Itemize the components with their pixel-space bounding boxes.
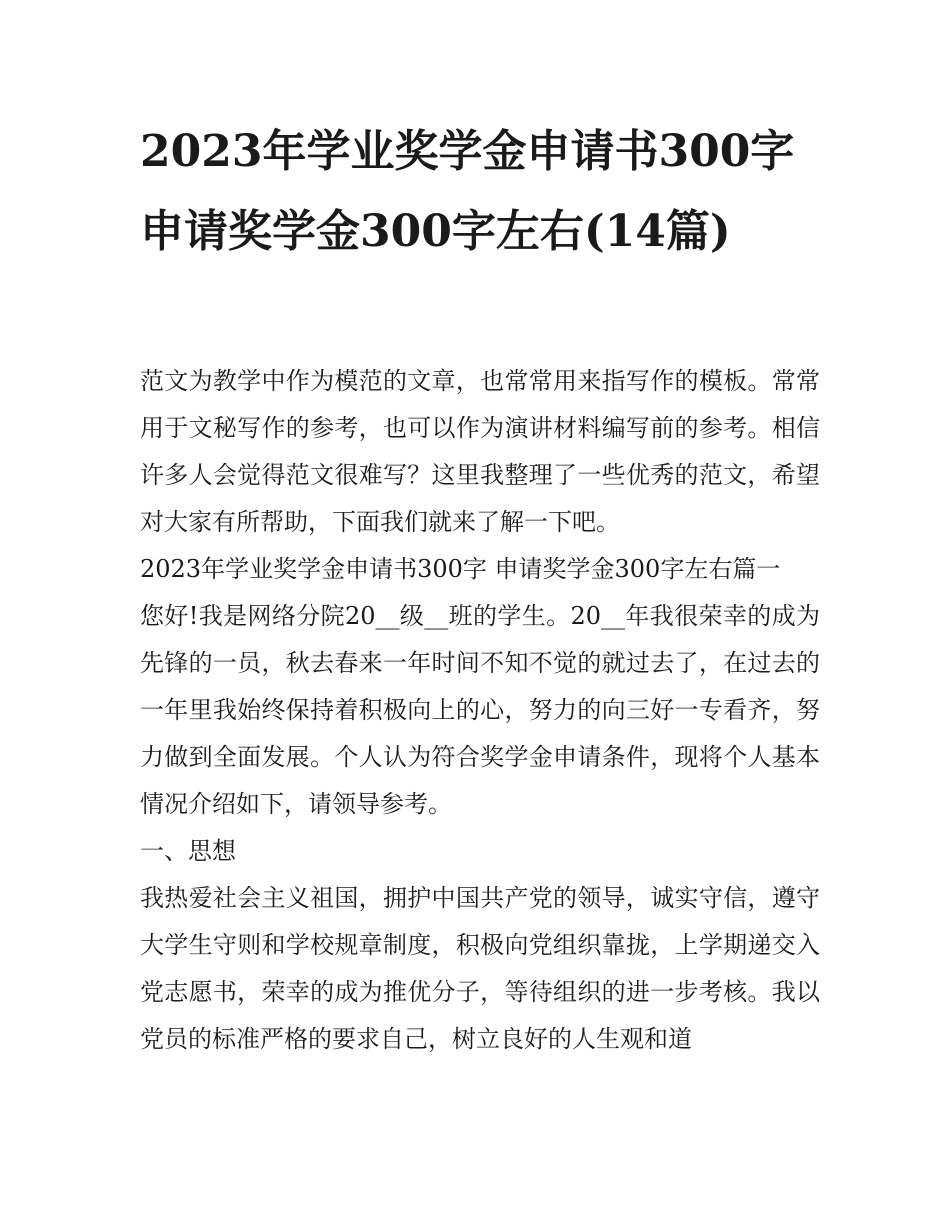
intro-paragraph: 范文为教学中作为模范的文章，也常常用来指写作的模板。常常用于文秘写作的参考，也可以作为演讲材料编写前的参考。相信许多人会觉得范文很难写？这里我整理了一些优秀的范文，希望对大家有所帮助，下面我们就来了解一下吧。 bbox=[140, 367, 820, 536]
document-body bbox=[140, 358, 820, 1063]
document-title: 2023年学业奖学金申请书300字 申请奖学金300字左右(14篇) bbox=[140, 126, 795, 257]
body-paragraph: 我热爱社会主义祖国，拥护中国共产党的领导，诚实守信，遵守大学生守则和学校规章制度，积极向党组织靠拢，上学期递交入党志愿书，荣幸的成为推优分子，等待组织的进一步考核。我以党员的标准严格的要求自己，树立良好的人生观和道 bbox=[140, 884, 820, 1053]
section-heading: 2023年学业奖学金申请书300字 申请奖学金300字左右篇一 bbox=[140, 555, 781, 583]
subsection-heading: 一、思想 bbox=[140, 837, 236, 865]
body-paragraph: 您好!我是网络分院20__级__班的学生。20__年我很荣幸的成为先锋的一员，秋去春来一年时间不知不觉的就过去了，在过去的一年里我始终保持着积极向上的心，努力的向三好一专看齐，努力做到全面发展。个人认为符合奖学金申请条件，现将个人基本情况介绍如下，请领导参考。 bbox=[140, 602, 820, 818]
